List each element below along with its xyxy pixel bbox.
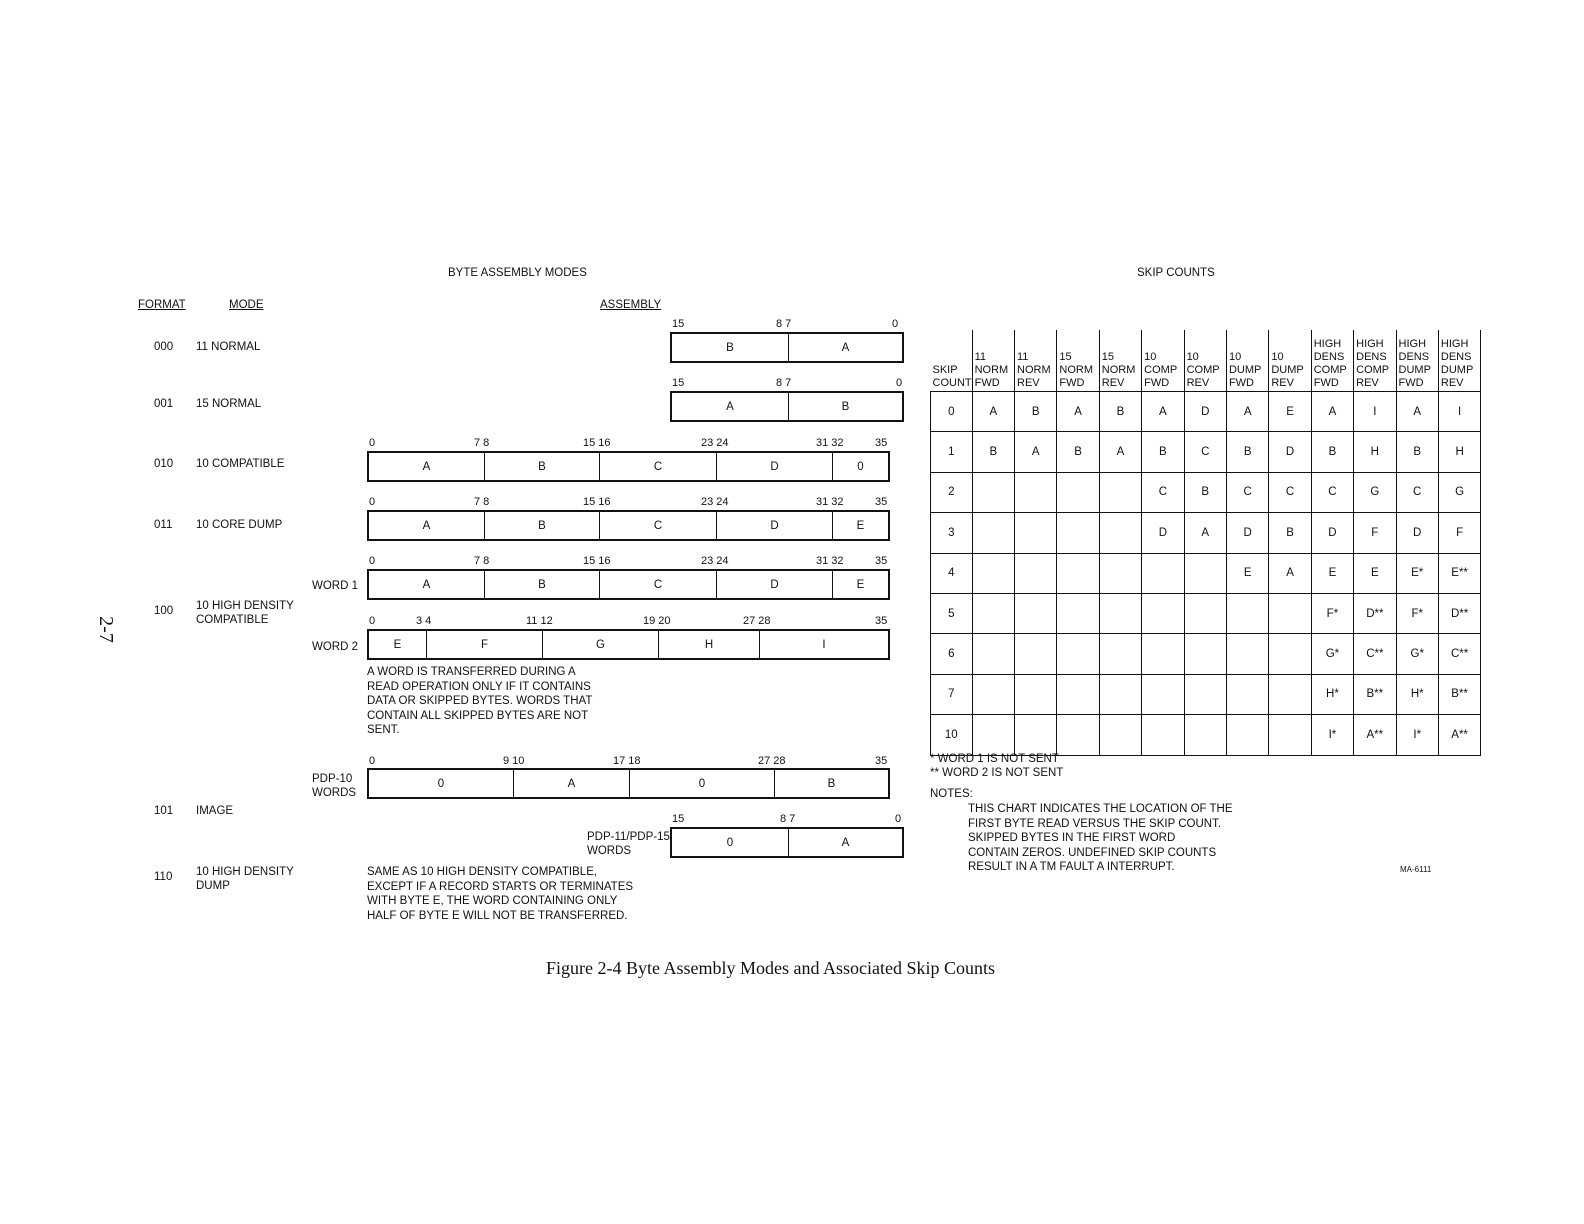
- bit-number: 0: [895, 813, 902, 825]
- byte-cell: E: [369, 631, 427, 658]
- first-byte-cell: F*: [1396, 593, 1438, 633]
- first-byte-cell: [1099, 715, 1141, 755]
- first-byte-cell: [1142, 674, 1184, 714]
- first-byte-cell: [1269, 593, 1311, 633]
- bit-numbers: [367, 496, 890, 510]
- first-byte-cell: I: [1354, 392, 1396, 432]
- first-byte-cell: A: [1057, 392, 1099, 432]
- skip-count-label: 2: [931, 472, 973, 512]
- byte-cell: 0: [630, 770, 775, 797]
- byte-cell: 0: [857, 460, 864, 473]
- mode-name: 10 COMPATIBLE: [196, 458, 285, 470]
- skip-row: [931, 715, 1481, 755]
- first-byte-cell: [1057, 553, 1099, 593]
- word-hd-compat-word2: [367, 629, 890, 660]
- byte-cell: A: [369, 512, 485, 539]
- first-byte-cell: E: [1269, 392, 1311, 432]
- first-byte-cell: [1184, 553, 1226, 593]
- bit-numbers: [367, 615, 890, 629]
- mode-name-line: 10 HIGH DENSITY: [196, 866, 294, 878]
- note-line: EXCEPT IF A RECORD STARTS OR TERMINATES: [367, 880, 634, 893]
- bit-number: 0: [369, 615, 376, 627]
- bit-number: 31 32: [816, 496, 844, 508]
- bit-number: 7 8: [474, 555, 490, 567]
- byte-cell: A: [841, 836, 850, 849]
- bit-number: 8 7: [776, 377, 792, 389]
- first-byte-cell: [1057, 634, 1099, 674]
- bit-numbers: [670, 318, 904, 332]
- byte-cell: F: [427, 631, 543, 658]
- hd-dump-note: [367, 865, 633, 923]
- first-byte-cell: [1099, 513, 1141, 553]
- bit-number: 27 28: [758, 755, 786, 767]
- skip-count-label: 3: [931, 513, 973, 553]
- first-byte-cell: [1015, 634, 1057, 674]
- first-byte-cell: E: [1226, 553, 1268, 593]
- byte-cell: B: [841, 400, 850, 413]
- note-line: SAME AS 10 HIGH DENSITY COMPATIBLE,: [367, 866, 598, 878]
- format-code: 100: [154, 605, 174, 617]
- chart-note: [968, 802, 1233, 875]
- first-byte-cell: D**: [1438, 593, 1480, 633]
- first-byte-cell: [1226, 674, 1268, 714]
- format-code: 101: [154, 805, 174, 817]
- first-byte-cell: [1099, 674, 1141, 714]
- bit-number: 8 7: [780, 813, 796, 825]
- byte-cell: A: [514, 770, 630, 797]
- word-15-normal: [670, 391, 904, 422]
- first-byte-cell: A: [1142, 392, 1184, 432]
- first-byte-cell: I*: [1311, 715, 1353, 755]
- column-header: 10 DUMP REV: [1269, 330, 1311, 392]
- first-byte-cell: D: [1269, 432, 1311, 472]
- first-byte-cell: A**: [1438, 715, 1480, 755]
- first-byte-cell: C: [1269, 472, 1311, 512]
- first-byte-cell: C**: [1354, 634, 1396, 674]
- first-byte-cell: D: [1311, 513, 1353, 553]
- skip-count-table: [930, 330, 1481, 756]
- bit-number: 15: [672, 318, 685, 330]
- skip-count-label: 1: [931, 432, 973, 472]
- first-byte-cell: [1057, 513, 1099, 553]
- column-header: 11 NORM FWD: [972, 330, 1014, 392]
- first-byte-cell: [1184, 674, 1226, 714]
- first-byte-cell: B: [1057, 432, 1099, 472]
- note-line: THIS CHART INDICATES THE LOCATION OF THE: [968, 803, 1233, 815]
- column-header: 10 COMP REV: [1184, 330, 1226, 392]
- first-byte-cell: F: [1438, 513, 1480, 553]
- skip-count-label: 7: [931, 674, 973, 714]
- first-byte-cell: [1269, 715, 1311, 755]
- byte-cell: C: [600, 512, 717, 539]
- skip-table-header-row: [931, 330, 1481, 392]
- note-line: RESULT IN A TM FAULT A INTERRUPT.: [968, 861, 1175, 873]
- figure-caption: Figure 2-4 Byte Assembly Modes and Associated Skip Counts: [546, 958, 995, 978]
- footnote-word1: * WORD 1 IS NOT SENT: [930, 753, 1059, 765]
- byte-cell: B: [827, 777, 836, 790]
- first-byte-cell: [1226, 634, 1268, 674]
- word-11-normal: [670, 332, 904, 363]
- mode-column-heading: MODE: [229, 299, 264, 311]
- mode-name-line: COMPATIBLE: [196, 614, 269, 626]
- word-image-pdp11: [670, 827, 904, 858]
- first-byte-cell: C: [1184, 432, 1226, 472]
- skip-row: [931, 392, 1481, 432]
- first-byte-cell: B**: [1354, 674, 1396, 714]
- byte-cell: E: [856, 519, 865, 532]
- first-byte-cell: [972, 715, 1014, 755]
- column-header: 15 NORM REV: [1099, 330, 1141, 392]
- note-line: A WORD IS TRANSFERRED DURING A: [367, 666, 576, 678]
- first-byte-cell: A**: [1354, 715, 1396, 755]
- first-byte-cell: [1269, 674, 1311, 714]
- first-byte-cell: H*: [1311, 674, 1353, 714]
- word-hd-compat-word1: [367, 569, 890, 600]
- bit-number: 23 24: [701, 437, 729, 449]
- byte-cell: B: [672, 334, 789, 361]
- first-byte-cell: [1099, 553, 1141, 593]
- note-line: READ OPERATION ONLY IF IT CONTAINS: [367, 680, 591, 693]
- bit-number: 3 4: [416, 615, 432, 627]
- note-line: SENT.: [367, 724, 400, 736]
- format-code: 110: [154, 871, 173, 883]
- byte-cell: G: [543, 631, 659, 658]
- first-byte-cell: E: [1354, 553, 1396, 593]
- bit-number: 0: [369, 437, 376, 449]
- first-byte-cell: A: [1184, 513, 1226, 553]
- first-byte-cell: B: [1142, 432, 1184, 472]
- word-10-core-dump: [367, 510, 890, 541]
- bit-number: 35: [875, 437, 888, 449]
- first-byte-cell: H: [1354, 432, 1396, 472]
- bit-number: 23 24: [701, 496, 729, 508]
- first-byte-cell: B**: [1438, 674, 1480, 714]
- first-byte-cell: [1184, 634, 1226, 674]
- notes-title: NOTES:: [930, 788, 973, 800]
- column-header: HIGH DENS COMP FWD: [1311, 330, 1353, 392]
- bit-number: 0: [369, 755, 376, 767]
- first-byte-cell: [972, 472, 1014, 512]
- bit-number: 35: [875, 555, 888, 567]
- mode-name-line: 10 HIGH DENSITY: [196, 600, 294, 612]
- first-byte-cell: E: [1311, 553, 1353, 593]
- word-10-compatible: [367, 451, 890, 482]
- first-byte-cell: B: [1226, 432, 1268, 472]
- bit-number: 0: [369, 496, 376, 508]
- bit-number: 11 12: [526, 615, 553, 627]
- word2-label: WORD 2: [312, 641, 358, 653]
- first-byte-cell: [1015, 513, 1057, 553]
- first-byte-cell: D**: [1354, 593, 1396, 633]
- byte-cell: E: [856, 578, 865, 591]
- bit-number: 35: [875, 615, 888, 627]
- first-byte-cell: [1057, 593, 1099, 633]
- column-header: HIGH DENS DUMP FWD: [1396, 330, 1438, 392]
- figure-id: MA-6111: [1400, 865, 1432, 874]
- first-byte-cell: C: [1142, 472, 1184, 512]
- bit-number: 31 32: [816, 437, 844, 449]
- first-byte-cell: B: [1184, 472, 1226, 512]
- bit-numbers: [670, 813, 904, 827]
- first-byte-cell: B: [1311, 432, 1353, 472]
- format-code: 001: [154, 398, 174, 410]
- first-byte-cell: [1099, 472, 1141, 512]
- format-code: 011: [154, 519, 173, 531]
- first-byte-cell: B: [1099, 392, 1141, 432]
- bit-number: 7 8: [474, 496, 490, 508]
- bit-number: 15: [672, 377, 685, 389]
- note-line: HALF OF BYTE E WILL NOT BE TRANSFERRED.: [367, 909, 628, 922]
- first-byte-cell: [1226, 593, 1268, 633]
- first-byte-cell: A: [1311, 392, 1353, 432]
- skip-row: [931, 432, 1481, 472]
- bit-number: 7 8: [474, 437, 490, 449]
- first-byte-cell: A: [972, 392, 1014, 432]
- first-byte-cell: [1142, 593, 1184, 633]
- note-line: WITH BYTE E, THE WORD CONTAINING ONLY: [367, 895, 618, 907]
- first-byte-cell: G: [1438, 472, 1480, 512]
- bit-numbers: [670, 377, 904, 391]
- first-byte-cell: C: [1226, 472, 1268, 512]
- first-byte-cell: [1015, 674, 1057, 714]
- first-byte-cell: [1057, 472, 1099, 512]
- first-byte-cell: A: [1269, 553, 1311, 593]
- skip-row: [931, 674, 1481, 714]
- first-byte-cell: [1099, 593, 1141, 633]
- column-header: 10 DUMP FWD: [1226, 330, 1268, 392]
- skip-counts-heading: SKIP COUNTS: [1137, 267, 1215, 279]
- bit-number: 35: [875, 496, 888, 508]
- first-byte-cell: D: [1396, 513, 1438, 553]
- note-line: FIRST BYTE READ VERSUS THE SKIP COUNT.: [968, 817, 1222, 830]
- bit-number: 23 24: [701, 555, 729, 567]
- page-number: 2-7: [94, 616, 117, 643]
- pdp11-label: PDP-11/PDP-15: [587, 831, 670, 843]
- first-byte-cell: C**: [1438, 634, 1480, 674]
- skip-count-label: 10: [931, 715, 973, 755]
- first-byte-cell: A: [1015, 432, 1057, 472]
- first-byte-cell: G*: [1311, 634, 1353, 674]
- bit-number: 35: [875, 755, 888, 767]
- skip-count-label: 4: [931, 553, 973, 593]
- first-byte-cell: H*: [1396, 674, 1438, 714]
- format-column-heading: FORMAT: [138, 299, 186, 311]
- byte-cell: A: [841, 341, 850, 354]
- byte-cell: A: [672, 393, 789, 420]
- first-byte-cell: D: [1142, 513, 1184, 553]
- first-byte-cell: [1226, 715, 1268, 755]
- bit-number: 19 20: [643, 615, 671, 627]
- note-line: CONTAIN ALL SKIPPED BYTES ARE NOT: [367, 709, 589, 722]
- first-byte-cell: E**: [1438, 553, 1480, 593]
- first-byte-cell: D: [1184, 392, 1226, 432]
- first-byte-cell: [1015, 715, 1057, 755]
- first-byte-cell: [1184, 715, 1226, 755]
- word1-label: WORD 1: [312, 580, 358, 592]
- first-byte-cell: [1184, 593, 1226, 633]
- first-byte-cell: [1142, 634, 1184, 674]
- hd-compat-note: [367, 665, 592, 738]
- mode-name: 11 NORMAL: [196, 341, 261, 353]
- first-byte-cell: B: [1015, 392, 1057, 432]
- bit-number: 15 16: [583, 496, 611, 508]
- bit-number: 9 10: [503, 755, 525, 767]
- pdp11-label: WORDS: [587, 845, 632, 857]
- bit-number: 27 28: [743, 615, 771, 627]
- column-header: 11 NORM REV: [1015, 330, 1057, 392]
- skip-count-label: 5: [931, 593, 973, 633]
- skip-row: [931, 553, 1481, 593]
- bit-number: 8 7: [776, 318, 792, 330]
- first-byte-cell: [972, 634, 1014, 674]
- format-code: 010: [154, 458, 174, 470]
- first-byte-cell: B: [1396, 432, 1438, 472]
- first-byte-cell: [972, 674, 1014, 714]
- byte-cell: D: [717, 453, 833, 480]
- first-byte-cell: [1057, 715, 1099, 755]
- bit-number: 31 32: [816, 555, 844, 567]
- column-header: HIGH DENS COMP REV: [1354, 330, 1396, 392]
- mode-name: IMAGE: [196, 805, 234, 817]
- skip-count-label: 0: [931, 392, 973, 432]
- bit-number: 0: [369, 555, 376, 567]
- bit-number: 15 16: [583, 555, 611, 567]
- first-byte-cell: [972, 593, 1014, 633]
- byte-cell: 0: [672, 829, 789, 856]
- first-byte-cell: A: [1099, 432, 1141, 472]
- byte-cell: H: [659, 631, 760, 658]
- first-byte-cell: F*: [1311, 593, 1353, 633]
- byte-cell: C: [600, 453, 717, 480]
- byte-assembly-heading: BYTE ASSEMBLY MODES: [448, 267, 587, 279]
- column-header: 15 NORM FWD: [1057, 330, 1099, 392]
- pdp10-label: WORDS: [312, 787, 357, 799]
- first-byte-cell: [1015, 553, 1057, 593]
- first-byte-cell: [1142, 553, 1184, 593]
- format-code: 000: [154, 341, 174, 353]
- note-line: DATA OR SKIPPED BYTES. WORDS THAT: [367, 695, 593, 707]
- byte-cell: B: [485, 453, 600, 480]
- skip-row: [931, 472, 1481, 512]
- byte-cell: D: [717, 571, 833, 598]
- assembly-column-heading: ASSEMBLY: [600, 299, 662, 311]
- first-byte-cell: F: [1354, 513, 1396, 553]
- first-byte-cell: G: [1354, 472, 1396, 512]
- byte-cell: B: [485, 512, 600, 539]
- bit-number: 0: [892, 318, 899, 330]
- first-byte-cell: I*: [1396, 715, 1438, 755]
- first-byte-cell: E*: [1396, 553, 1438, 593]
- byte-cell: D: [717, 512, 833, 539]
- first-byte-cell: G*: [1396, 634, 1438, 674]
- byte-cell: C: [600, 571, 717, 598]
- bit-numbers: [367, 437, 890, 451]
- byte-cell: I: [822, 638, 826, 651]
- bit-number: 0: [896, 377, 903, 389]
- first-byte-cell: [972, 553, 1014, 593]
- first-byte-cell: C: [1396, 472, 1438, 512]
- bit-numbers: [367, 755, 890, 769]
- first-byte-cell: [1099, 634, 1141, 674]
- first-byte-cell: B: [1269, 513, 1311, 553]
- first-byte-cell: [972, 513, 1014, 553]
- byte-cell: 0: [369, 770, 514, 797]
- column-header: 10 COMP FWD: [1142, 330, 1184, 392]
- first-byte-cell: [1015, 593, 1057, 633]
- bit-numbers: [367, 555, 890, 569]
- footnote-word2: ** WORD 2 IS NOT SENT: [930, 767, 1064, 779]
- first-byte-cell: I: [1438, 392, 1480, 432]
- note-line: SKIPPED BYTES IN THE FIRST WORD: [968, 832, 1176, 844]
- skip-row: [931, 593, 1481, 633]
- first-byte-cell: [1269, 634, 1311, 674]
- first-byte-cell: C: [1311, 472, 1353, 512]
- first-byte-cell: [1015, 472, 1057, 512]
- mode-name-line: DUMP: [196, 880, 230, 892]
- pdp10-label: PDP-10: [312, 773, 353, 785]
- note-line: CONTAIN ZEROS. UNDEFINED SKIP COUNTS: [968, 846, 1217, 859]
- first-byte-cell: A: [1226, 392, 1268, 432]
- column-header: HIGH DENS DUMP REV: [1438, 330, 1480, 392]
- skip-row: [931, 513, 1481, 553]
- first-byte-cell: A: [1396, 392, 1438, 432]
- first-byte-cell: D: [1226, 513, 1268, 553]
- skip-row: [931, 634, 1481, 674]
- mode-name: 15 NORMAL: [196, 398, 262, 410]
- bit-number: 15: [672, 813, 685, 825]
- byte-cell: B: [485, 571, 600, 598]
- byte-cell: A: [369, 453, 485, 480]
- skip-table-body: [931, 392, 1481, 756]
- first-byte-cell: [1057, 674, 1099, 714]
- word-image-pdp10: [367, 768, 890, 799]
- first-byte-cell: B: [972, 432, 1014, 472]
- byte-cell: A: [369, 571, 485, 598]
- mode-name: 10 CORE DUMP: [196, 519, 283, 531]
- first-byte-cell: [1142, 715, 1184, 755]
- first-byte-cell: H: [1438, 432, 1480, 472]
- skip-count-corner: SKIP COUNT: [931, 330, 973, 392]
- bit-number: 15 16: [583, 437, 611, 449]
- bit-number: 17 18: [613, 755, 641, 767]
- skip-count-label: 6: [931, 634, 973, 674]
